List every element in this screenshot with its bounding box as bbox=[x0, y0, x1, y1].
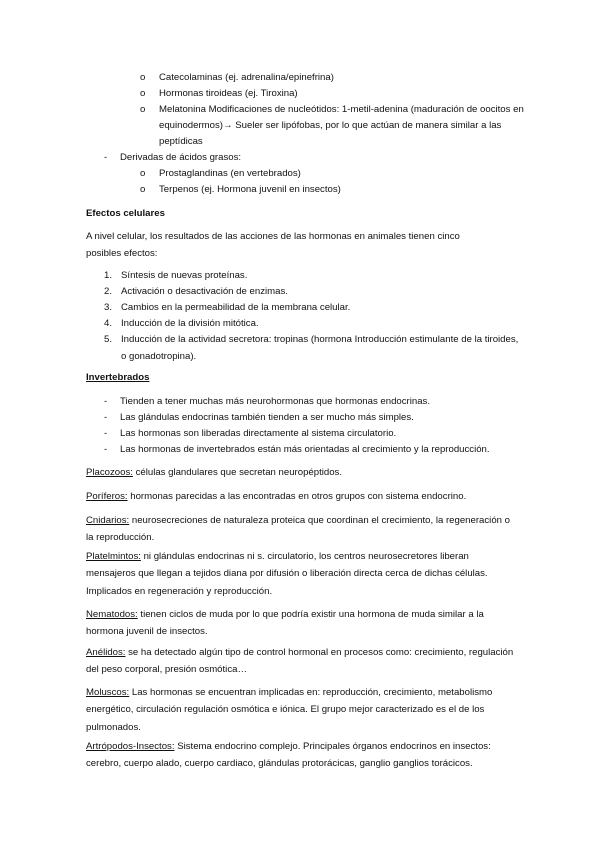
list-item-text: Catecolaminas (ej. adrenalina/epinefrina) bbox=[159, 72, 334, 83]
group-text: tienen ciclos de muda por lo que podría existir una hormona de muda similar a la hormona juvenil de insectos. bbox=[86, 609, 484, 638]
dash-marker: - bbox=[104, 412, 108, 423]
list-item bbox=[140, 182, 530, 198]
group-paragraph-cnidarios bbox=[86, 512, 518, 547]
group-label: Placozoos: bbox=[86, 467, 133, 478]
group-label: Cnidarios: bbox=[86, 515, 130, 526]
list-item bbox=[104, 394, 524, 410]
bullet-marker: o bbox=[140, 72, 146, 83]
list-item-text: Las glándulas endocrinas también tienden a ser mucho más simples. bbox=[120, 412, 414, 423]
group-text: Las hormonas se encuentran implicadas en: reproducción, crecimiento, metabolismo energético, circulación regulación osmótica e iónica. El grupo mejor caracterizado es el de los pulmonados. bbox=[86, 687, 493, 733]
group-label: Anélidos: bbox=[86, 647, 126, 658]
numbered-item bbox=[104, 316, 524, 333]
item-number: 2. bbox=[104, 286, 113, 297]
group-label: Poríferos: bbox=[86, 491, 128, 502]
bullet-marker: o bbox=[140, 184, 146, 195]
bullet-marker: o bbox=[140, 88, 146, 99]
bullet-marker: o bbox=[140, 168, 146, 179]
group-text: Sistema endocrino complejo. Principales órganos endocrinos en insectos: cerebro, cuerpo alado, cuerpo cardiaco, glándulas protorácicas, ganglio ganglios torácicos. bbox=[86, 741, 491, 770]
list-item-text: Hormonas tiroideas (ej. Tiroxina) bbox=[159, 88, 298, 99]
list-item-text: Melatonina Modificaciones de nucleótidos: 1-metil-adenina (maduración de oocitos en equinodermos)→ Sueler ser lipófobas, por lo que actúan de manera similar a las peptídicas bbox=[159, 104, 524, 147]
list-item-text: Las hormonas son liberadas directamente al sistema circulatorio. bbox=[120, 428, 397, 439]
group-paragraph-anelidos bbox=[86, 644, 518, 679]
numbered-item bbox=[104, 268, 524, 285]
group-label: Nematodos: bbox=[86, 609, 138, 620]
numbered-item bbox=[104, 300, 524, 317]
dash-marker: - bbox=[104, 152, 108, 163]
list-item bbox=[140, 102, 525, 150]
group-paragraph-artropodos bbox=[86, 738, 518, 773]
group-text: se ha detectado algún tipo de control hormonal en procesos como: crecimiento, regulación del peso corporal, presión osmótica… bbox=[86, 647, 514, 676]
cellular-effects-intro: A nivel celular, los resultados de las acciones de las hormonas en animales tienen cinco posibles efectos: bbox=[86, 231, 460, 260]
dash-marker: - bbox=[104, 396, 108, 407]
numbered-item-text: Activación o desactivación de enzimas. bbox=[121, 286, 288, 297]
group-label: Artrópodos-Insectos: bbox=[86, 741, 175, 752]
list-item bbox=[104, 150, 524, 166]
group-text: células glandulares que secretan neuropéptidos. bbox=[132, 467, 343, 478]
group-paragraph-nematodos bbox=[86, 606, 518, 641]
section-heading-invertebrates: Invertebrados bbox=[86, 372, 150, 383]
list-item bbox=[104, 426, 524, 442]
item-number: 4. bbox=[104, 318, 113, 329]
dash-marker: - bbox=[104, 444, 108, 455]
dash-marker: - bbox=[104, 428, 108, 439]
section-heading-cellular-effects: Efectos celulares bbox=[86, 208, 165, 219]
list-item-text: Terpenos (ej. Hormona juvenil en insectos) bbox=[159, 184, 341, 195]
group-label: Platelmintos: bbox=[86, 551, 141, 562]
numbered-item bbox=[104, 284, 524, 301]
bullet-marker: o bbox=[140, 104, 146, 115]
list-item bbox=[140, 86, 530, 102]
list-item bbox=[104, 410, 524, 426]
item-number: 5. bbox=[104, 334, 113, 345]
list-item-text: Las hormonas de invertebrados están más orientadas al crecimiento y la reproducción. bbox=[120, 444, 490, 455]
item-number: 1. bbox=[104, 270, 113, 281]
group-label: Moluscos: bbox=[86, 687, 130, 698]
list-item bbox=[104, 442, 524, 458]
list-item-text: Derivadas de ácidos grasos: bbox=[120, 152, 242, 163]
list-item bbox=[140, 70, 530, 86]
numbered-item bbox=[104, 332, 524, 365]
numbered-item-text: Inducción de la división mitótica. bbox=[121, 318, 259, 329]
group-text: hormonas parecidas a las encontradas en otros grupos con sistema endocrino. bbox=[127, 491, 467, 502]
numbered-item-text: Inducción de la actividad secretora: tropinas (hormona Introducción estimulante de la tiroides, o gonadotropina). bbox=[121, 334, 519, 362]
group-paragraph-poriferos bbox=[86, 488, 518, 505]
numbered-item-text: Síntesis de nuevas proteínas. bbox=[121, 270, 248, 281]
group-text: ni glándulas endocrinas ni s. circulatorio, los centros neurosecretores liberan mensajeros que llegan a tejidos diana por difusión o liberación directa cerca de dichas células. Implicados en regeneración y reproducción. bbox=[86, 551, 488, 597]
group-paragraph-placozoos bbox=[86, 464, 518, 481]
group-text: neurosecreciones de naturaleza proteica que coordinan el crecimiento, la regeneración o la reproducción. bbox=[86, 515, 510, 544]
list-item bbox=[140, 166, 530, 182]
item-number: 3. bbox=[104, 302, 113, 313]
list-item-text: Prostaglandinas (en vertebrados) bbox=[159, 168, 301, 179]
numbered-item-text: Cambios en la permeabilidad de la membrana celular. bbox=[121, 302, 351, 313]
group-paragraph-platelmintos bbox=[86, 548, 518, 600]
group-paragraph-moluscos bbox=[86, 684, 518, 736]
list-item-text: Tienden a tener muchas más neurohormonas que hormonas endocrinas. bbox=[120, 396, 431, 407]
